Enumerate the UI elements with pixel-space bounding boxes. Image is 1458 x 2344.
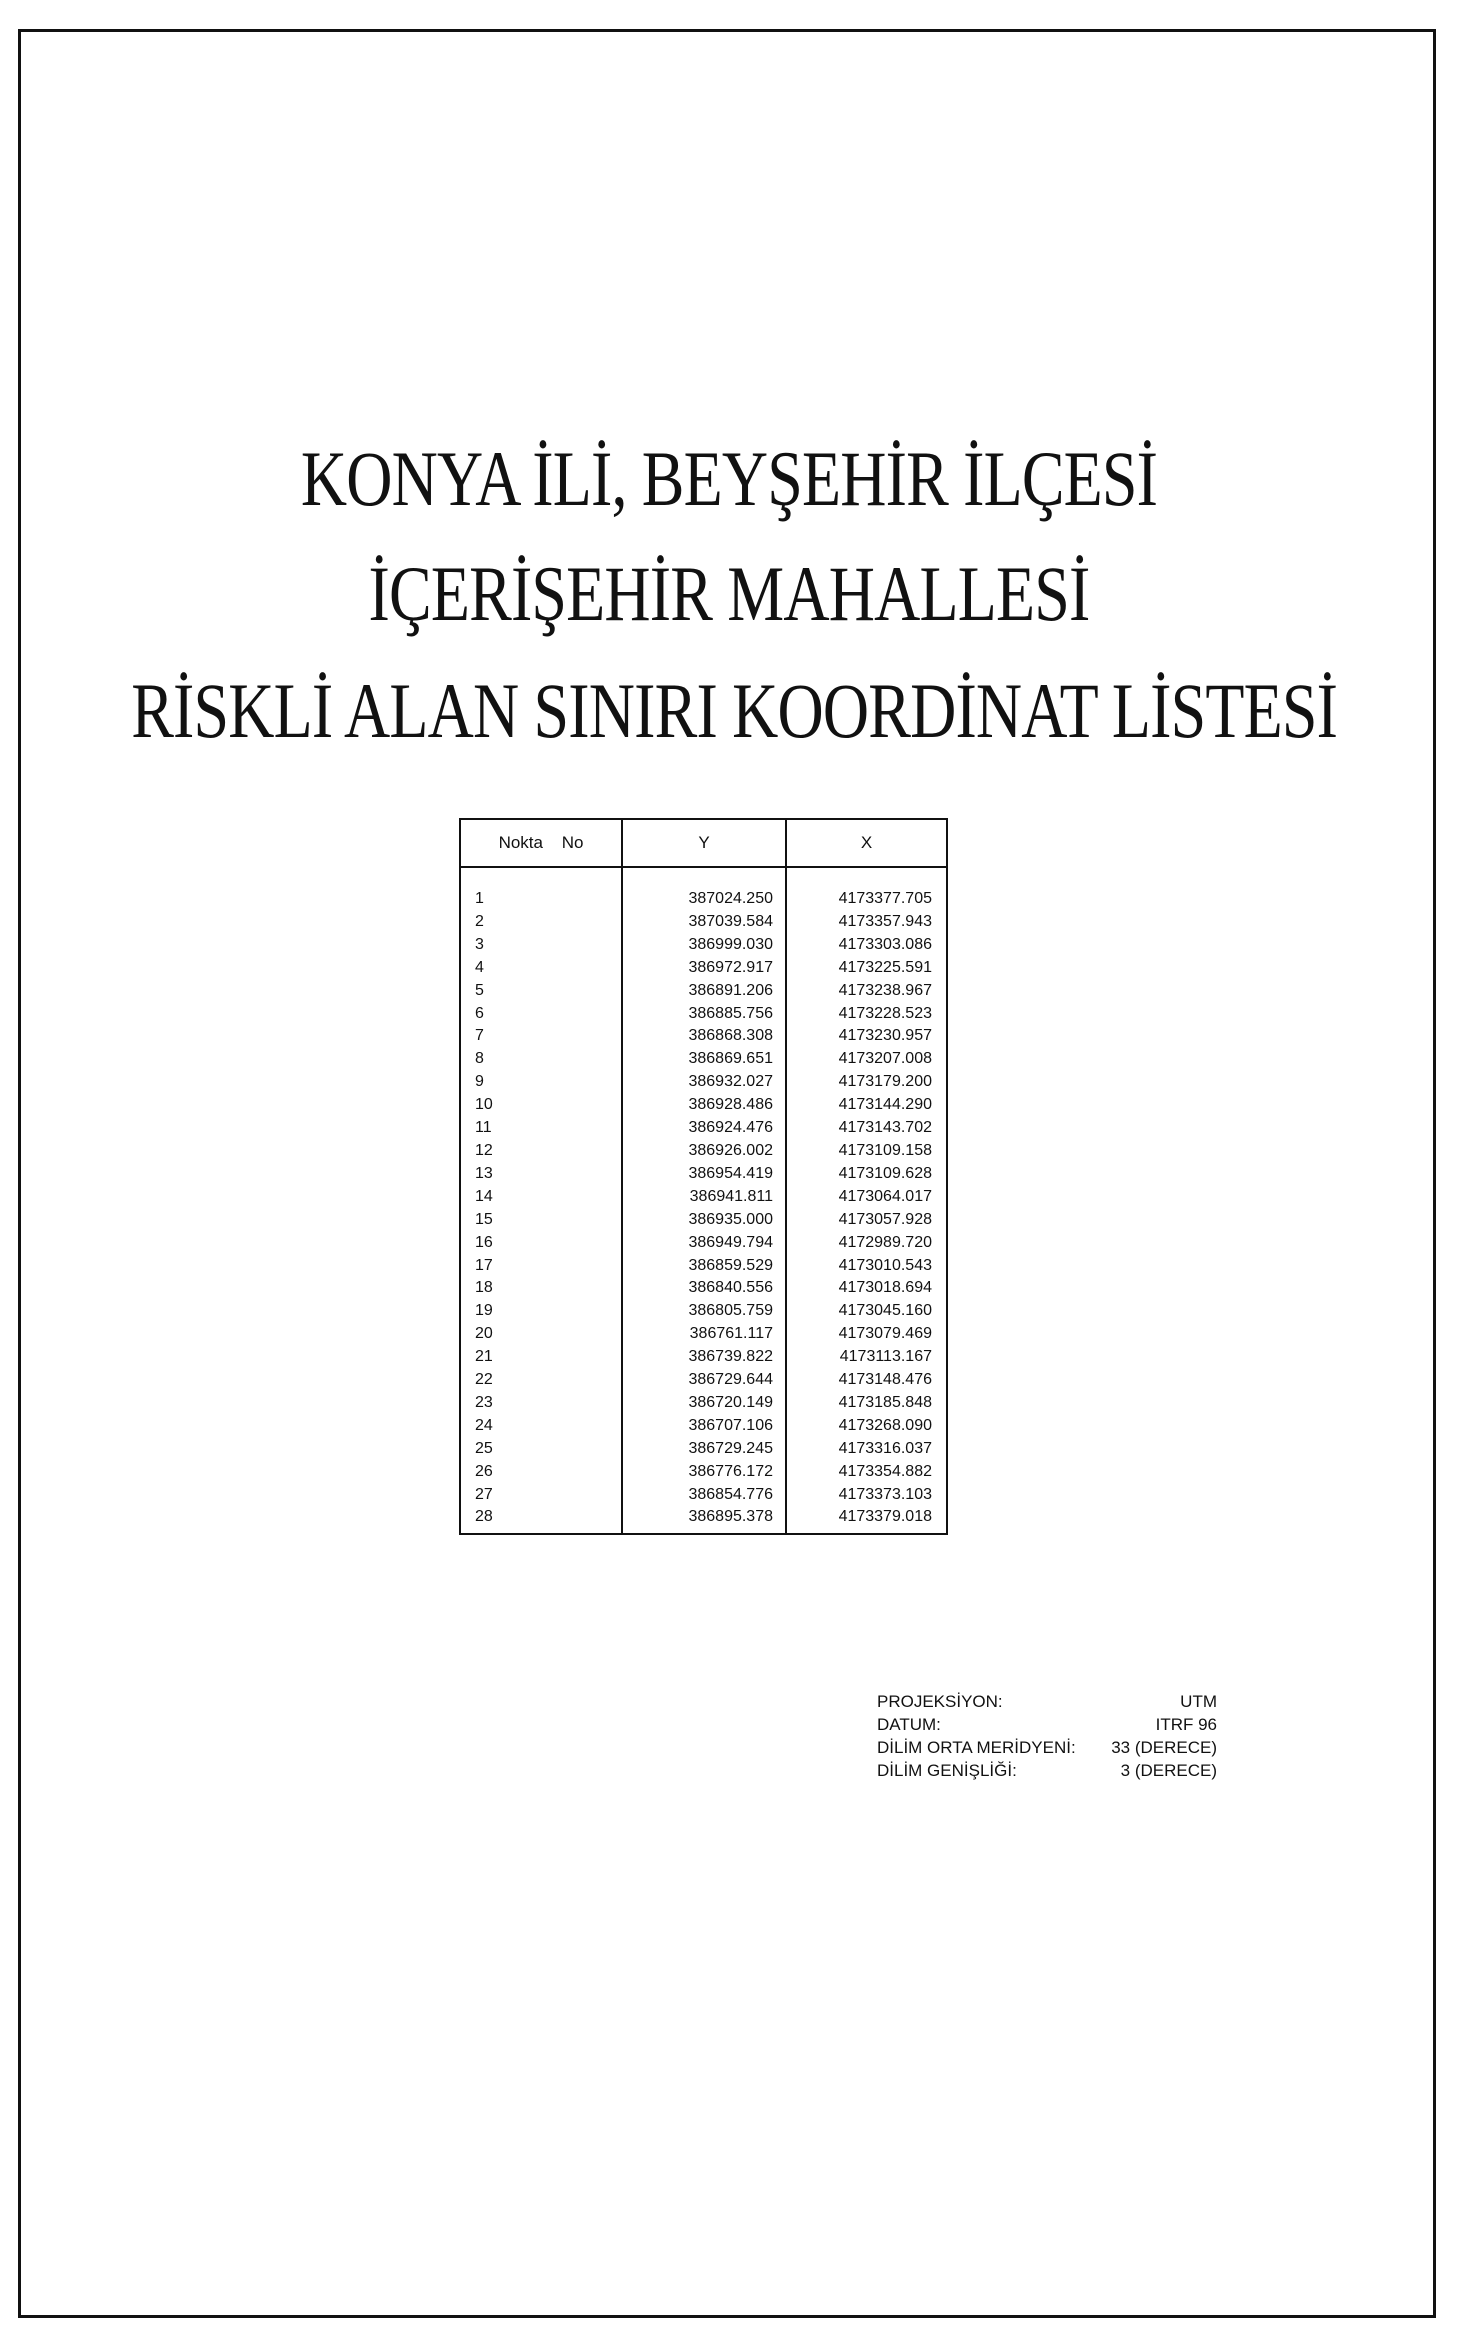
cell-y: 386928.486 <box>622 1094 786 1117</box>
table-row <box>460 1300 947 1323</box>
cell-y: 386949.794 <box>622 1232 786 1255</box>
header-y: Y <box>622 819 786 867</box>
table-header-row <box>460 819 947 867</box>
cell-no: 21 <box>460 1346 622 1369</box>
cell-no: 18 <box>460 1277 622 1300</box>
cell-no: 6 <box>460 1003 622 1026</box>
cell-no: 7 <box>460 1025 622 1048</box>
cell-y: 386859.529 <box>622 1255 786 1278</box>
cell-x: 4173268.090 <box>786 1415 947 1438</box>
cell-x: 4173230.957 <box>786 1025 947 1048</box>
cell-no: 19 <box>460 1300 622 1323</box>
table-row <box>460 1506 947 1534</box>
cell-y: 386739.822 <box>622 1346 786 1369</box>
table-row <box>460 1461 947 1484</box>
cell-no: 11 <box>460 1117 622 1140</box>
table-row <box>460 957 947 980</box>
cell-y: 386854.776 <box>622 1484 786 1507</box>
cell-no: 5 <box>460 980 622 1003</box>
table-row <box>460 1117 947 1140</box>
table-row <box>460 1484 947 1507</box>
table-row <box>460 1232 947 1255</box>
cell-no: 17 <box>460 1255 622 1278</box>
cell-y: 386954.419 <box>622 1163 786 1186</box>
meta-label: DATUM: <box>877 1715 941 1734</box>
cell-y: 386761.117 <box>622 1323 786 1346</box>
cell-x: 4173109.628 <box>786 1163 947 1186</box>
table-row <box>460 1140 947 1163</box>
meta-value: UTM <box>1180 1692 1217 1711</box>
cell-y: 386935.000 <box>622 1209 786 1232</box>
table-row <box>460 1209 947 1232</box>
cell-y: 386924.476 <box>622 1117 786 1140</box>
meta-row <box>877 1690 1217 1713</box>
cell-x: 4173185.848 <box>786 1392 947 1415</box>
cell-x: 4173379.018 <box>786 1506 947 1534</box>
cell-no: 13 <box>460 1163 622 1186</box>
title-line-1: KONYA İLİ, BEYŞEHİR İLÇESİ <box>300 435 1158 522</box>
cell-no: 12 <box>460 1140 622 1163</box>
cell-no: 22 <box>460 1369 622 1392</box>
table-row <box>460 980 947 1003</box>
cell-no: 28 <box>460 1506 622 1534</box>
cell-x: 4173238.967 <box>786 980 947 1003</box>
cell-y: 386891.206 <box>622 980 786 1003</box>
cell-x: 4173357.943 <box>786 911 947 934</box>
table-row <box>460 911 947 934</box>
table-row <box>460 1392 947 1415</box>
cell-x: 4173148.476 <box>786 1369 947 1392</box>
cell-y: 386941.811 <box>622 1186 786 1209</box>
cell-y: 386729.644 <box>622 1369 786 1392</box>
cell-y: 386926.002 <box>622 1140 786 1163</box>
coordinate-table <box>459 818 948 1535</box>
title-line-2: İÇERİŞEHİR MAHALLESİ <box>368 550 1090 637</box>
cell-no: 3 <box>460 934 622 957</box>
cell-no: 10 <box>460 1094 622 1117</box>
cell-y: 386707.106 <box>622 1415 786 1438</box>
table-row <box>460 1323 947 1346</box>
cell-x: 4173377.705 <box>786 888 947 911</box>
meta-label: PROJEKSİYON: <box>877 1692 1003 1711</box>
table-row <box>460 888 947 911</box>
cell-y: 386840.556 <box>622 1277 786 1300</box>
cell-x: 4173144.290 <box>786 1094 947 1117</box>
cell-y: 386776.172 <box>622 1461 786 1484</box>
cell-y: 386869.651 <box>622 1048 786 1071</box>
title-line-3: RİSKLİ ALAN SINIRI KOORDİNAT LİSTESİ <box>131 667 1338 754</box>
cell-no: 9 <box>460 1071 622 1094</box>
cell-no: 20 <box>460 1323 622 1346</box>
cell-x: 4173354.882 <box>786 1461 947 1484</box>
cell-no: 26 <box>460 1461 622 1484</box>
cell-x: 4173303.086 <box>786 934 947 957</box>
cell-y: 386720.149 <box>622 1392 786 1415</box>
cell-y: 386932.027 <box>622 1071 786 1094</box>
cell-y: 386729.245 <box>622 1438 786 1461</box>
cell-y: 386895.378 <box>622 1506 786 1534</box>
table-row <box>460 1094 947 1117</box>
cell-no: 27 <box>460 1484 622 1507</box>
cell-x: 4173207.008 <box>786 1048 947 1071</box>
table-row <box>460 1025 947 1048</box>
table-row <box>460 1071 947 1094</box>
cell-y: 386805.759 <box>622 1300 786 1323</box>
table-row <box>460 1255 947 1278</box>
meta-row <box>877 1759 1217 1782</box>
meta-value: ITRF 96 <box>1155 1715 1217 1734</box>
table-row <box>460 1277 947 1300</box>
cell-no: 1 <box>460 888 622 911</box>
cell-x: 4173373.103 <box>786 1484 947 1507</box>
table-body <box>460 867 947 1534</box>
meta-label: DİLİM GENİŞLİĞİ: <box>877 1761 1017 1780</box>
projection-info <box>877 1690 1217 1782</box>
table-row <box>460 1415 947 1438</box>
table-row <box>460 934 947 957</box>
cell-y: 386868.308 <box>622 1025 786 1048</box>
cell-x: 4173079.469 <box>786 1323 947 1346</box>
cell-no: 2 <box>460 911 622 934</box>
cell-no: 23 <box>460 1392 622 1415</box>
table-row <box>460 1003 947 1026</box>
cell-y: 386885.756 <box>622 1003 786 1026</box>
cell-x: 4173179.200 <box>786 1071 947 1094</box>
cell-x: 4173045.160 <box>786 1300 947 1323</box>
meta-value: 33 (DERECE) <box>1111 1738 1217 1757</box>
meta-row <box>877 1736 1217 1759</box>
cell-no: 15 <box>460 1209 622 1232</box>
cell-x: 4173010.543 <box>786 1255 947 1278</box>
cell-no: 8 <box>460 1048 622 1071</box>
cell-y: 387024.250 <box>622 888 786 911</box>
table-row <box>460 1163 947 1186</box>
cell-no: 4 <box>460 957 622 980</box>
table-row <box>460 1346 947 1369</box>
cell-x: 4173316.037 <box>786 1438 947 1461</box>
header-nokta-no: Nokta No <box>460 819 622 867</box>
cell-y: 386972.917 <box>622 957 786 980</box>
cell-y: 386999.030 <box>622 934 786 957</box>
table-row <box>460 1186 947 1209</box>
cell-x: 4173228.523 <box>786 1003 947 1026</box>
table-row <box>460 1369 947 1392</box>
meta-value: 3 (DERECE) <box>1120 1761 1217 1780</box>
meta-label: DİLİM ORTA MERİDYENİ: <box>877 1738 1076 1757</box>
cell-no: 16 <box>460 1232 622 1255</box>
cell-x: 4173113.167 <box>786 1346 947 1369</box>
cell-x: 4172989.720 <box>786 1232 947 1255</box>
cell-x: 4173143.702 <box>786 1117 947 1140</box>
cell-x: 4173057.928 <box>786 1209 947 1232</box>
cell-x: 4173064.017 <box>786 1186 947 1209</box>
table-row <box>460 1048 947 1071</box>
cell-x: 4173225.591 <box>786 957 947 980</box>
cell-no: 25 <box>460 1438 622 1461</box>
header-x: X <box>786 819 947 867</box>
cell-no: 14 <box>460 1186 622 1209</box>
table-row <box>460 1438 947 1461</box>
cell-x: 4173109.158 <box>786 1140 947 1163</box>
cell-no: 24 <box>460 1415 622 1438</box>
cell-y: 387039.584 <box>622 911 786 934</box>
meta-row <box>877 1713 1217 1736</box>
cell-x: 4173018.694 <box>786 1277 947 1300</box>
table-spacer <box>460 867 947 888</box>
